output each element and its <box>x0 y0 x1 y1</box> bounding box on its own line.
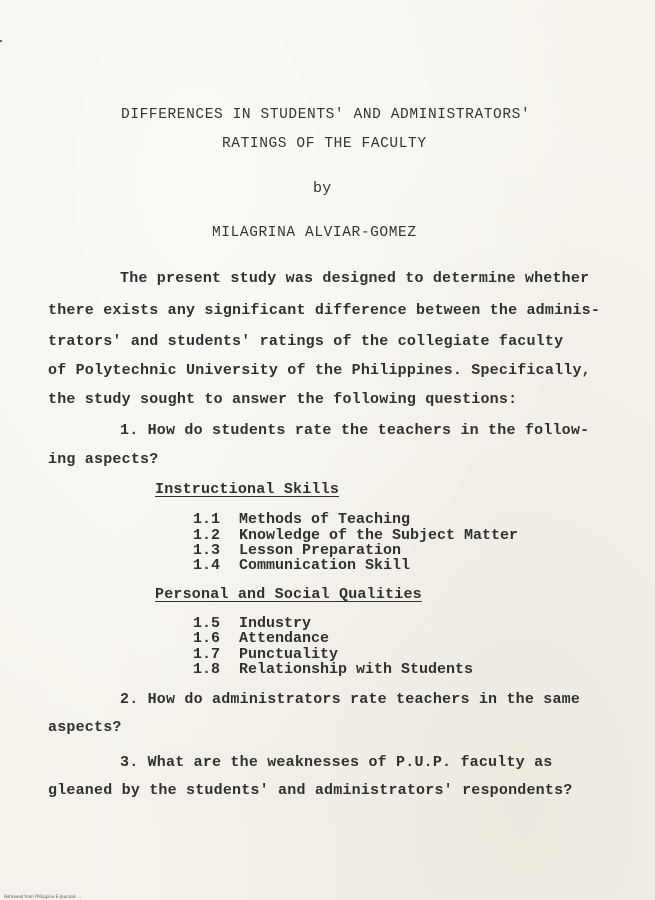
title-line-2: RATINGS OF THE FACULTY <box>222 136 427 152</box>
list-item: 1.5 Industry <box>193 615 312 632</box>
list-item: 1.6 Attendance <box>193 630 330 647</box>
question-1-line-1: 1. How do students rate the teachers in the follow- <box>120 422 590 439</box>
section-2-heading: Personal and Social Qualities <box>155 586 422 603</box>
section-1-heading: Instructional Skills <box>155 481 340 498</box>
scan-mark <box>0 40 2 42</box>
list-item: 1.4 Communication Skill <box>193 557 411 574</box>
list-item: 1.1 Methods of Teaching <box>193 511 411 528</box>
question-3-line-1: 3. What are the weaknesses of P.U.P. faculty as <box>120 754 553 771</box>
scan-footer-stamp: Retrieved from Philippine E-Journals ... <box>4 894 81 899</box>
intro-line-3: trators' and students' ratings of the collegiate faculty <box>48 333 564 350</box>
author-name: MILAGRINA ALVIAR-GOMEZ <box>212 225 417 241</box>
intro-line-1: The present study was designed to determine whether <box>120 270 590 287</box>
question-2-line-1: 2. How do administrators rate teachers in the same <box>120 691 581 708</box>
question-2-line-2: aspects? <box>48 719 122 736</box>
title-line-1: DIFFERENCES IN STUDENTS' AND ADMINISTRATORS' <box>121 107 531 123</box>
list-item: 1.3 Lesson Preparation <box>193 542 402 559</box>
list-item: 1.2 Knowledge of the Subject Matter <box>193 527 519 544</box>
byline: by <box>313 180 332 197</box>
intro-line-5: the study sought to answer the following questions: <box>48 391 518 408</box>
list-item: 1.7 Punctuality <box>193 646 339 663</box>
question-1-line-2: ing aspects? <box>48 451 159 468</box>
list-item: 1.8 Relationship with Students <box>193 661 474 678</box>
intro-line-2: there exists any significant difference between the adminis- <box>48 302 601 319</box>
question-3-line-2: gleaned by the students' and administrators' respondents? <box>48 782 573 799</box>
intro-line-4: of Polytechnic University of the Philippines. Specifically, <box>48 362 591 379</box>
